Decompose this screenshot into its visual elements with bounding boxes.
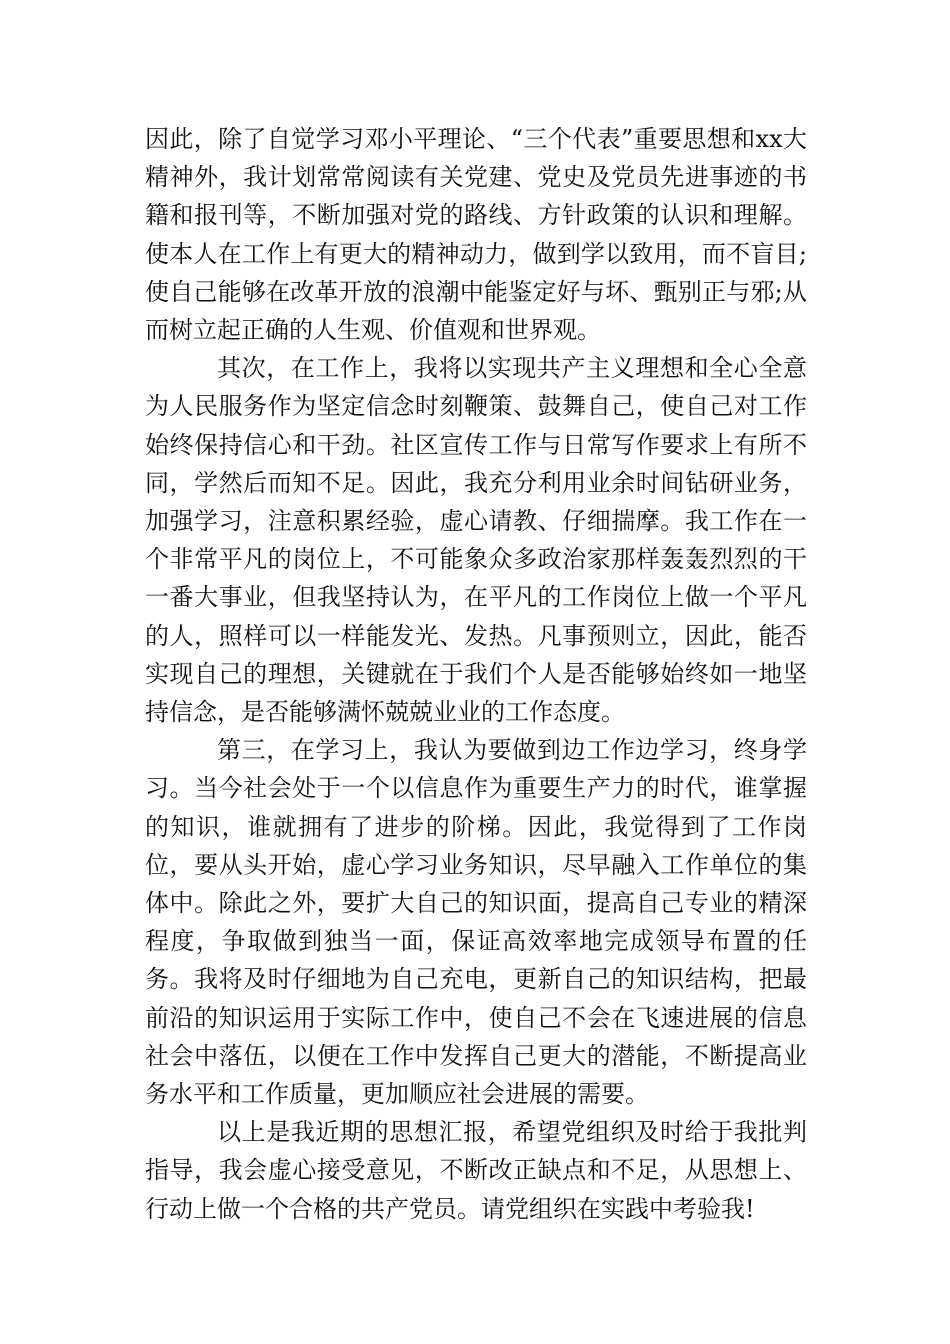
document-body bbox=[145, 120, 807, 1228]
paragraph-continuation: 因此，除了自觉学习邓小平理论、“三个代表”重要思想和xx大精神外，我计划常常阅读有关党建、党史及党员先进事迹的书籍和报刊等，不断加强对党的路线、方针政策的认识和理解。使本人在工作上有更大的精神动力，做到学以致用，而不盲目;使自己能够在改革开放的浪潮中能鉴定好与坏、甄别正与邪;从而树立起正确的人生观、价值观和世界观。 bbox=[145, 125, 807, 345]
paragraph-third-point: 第三，在学习上，我认为要做到边工作边学习，终身学习。当今社会处于一个以信息作为重要生产力的时代，谁掌握的知识，谁就拥有了进步的阶梯。因此，我觉得到了工作岗位，要从头开始，虚心学习业务知识，尽早融入工作单位的集体中。除此之外，要扩大自己的知识面，提高自己专业的精深程度，争取做到独当一面，保证高效率地完成领导布置的任务。我将及时仔细地为自己充电，更新自己的知识结构，把最前沿的知识运用于实际工作中，使自己不会在飞速进展的信息社会中落伍，以便在工作中发挥自己更大的潜能，不断提高业务水平和工作质量，更加顺应社会进展的需要。 bbox=[145, 736, 807, 1109]
paragraph-closing: 以上是我近期的思想汇报，希望党组织及时给于我批判指导，我会虚心接受意见，不断改正缺点和不足，从思想上、行动上做一个合格的共产党员。请党组织在实践中考验我! bbox=[145, 1118, 807, 1223]
paragraph-second-point: 其次，在工作上，我将以实现共产主义理想和全心全意为人民服务作为坚定信念时刻鞭策、鼓舞自己，使自己对工作始终保持信心和干劲。社区宣传工作与日常写作要求上有所不同，学然后而知不足。因此，我充分利用业余时间钻研业务，加强学习，注意积累经验，虚心请教、仔细揣摩。我工作在一个非常平凡的岗位上，不可能象众多政治家那样轰轰烈烈的干一番大事业，但我坚持认为，在平凡的工作岗位上做一个平凡的人，照样可以一样能发光、发热。凡事预则立，因此，能否实现自己的理想，关键就在于我们个人是否能够始终如一地坚持信念，是否能够满怀兢兢业业的工作态度。 bbox=[145, 354, 807, 727]
